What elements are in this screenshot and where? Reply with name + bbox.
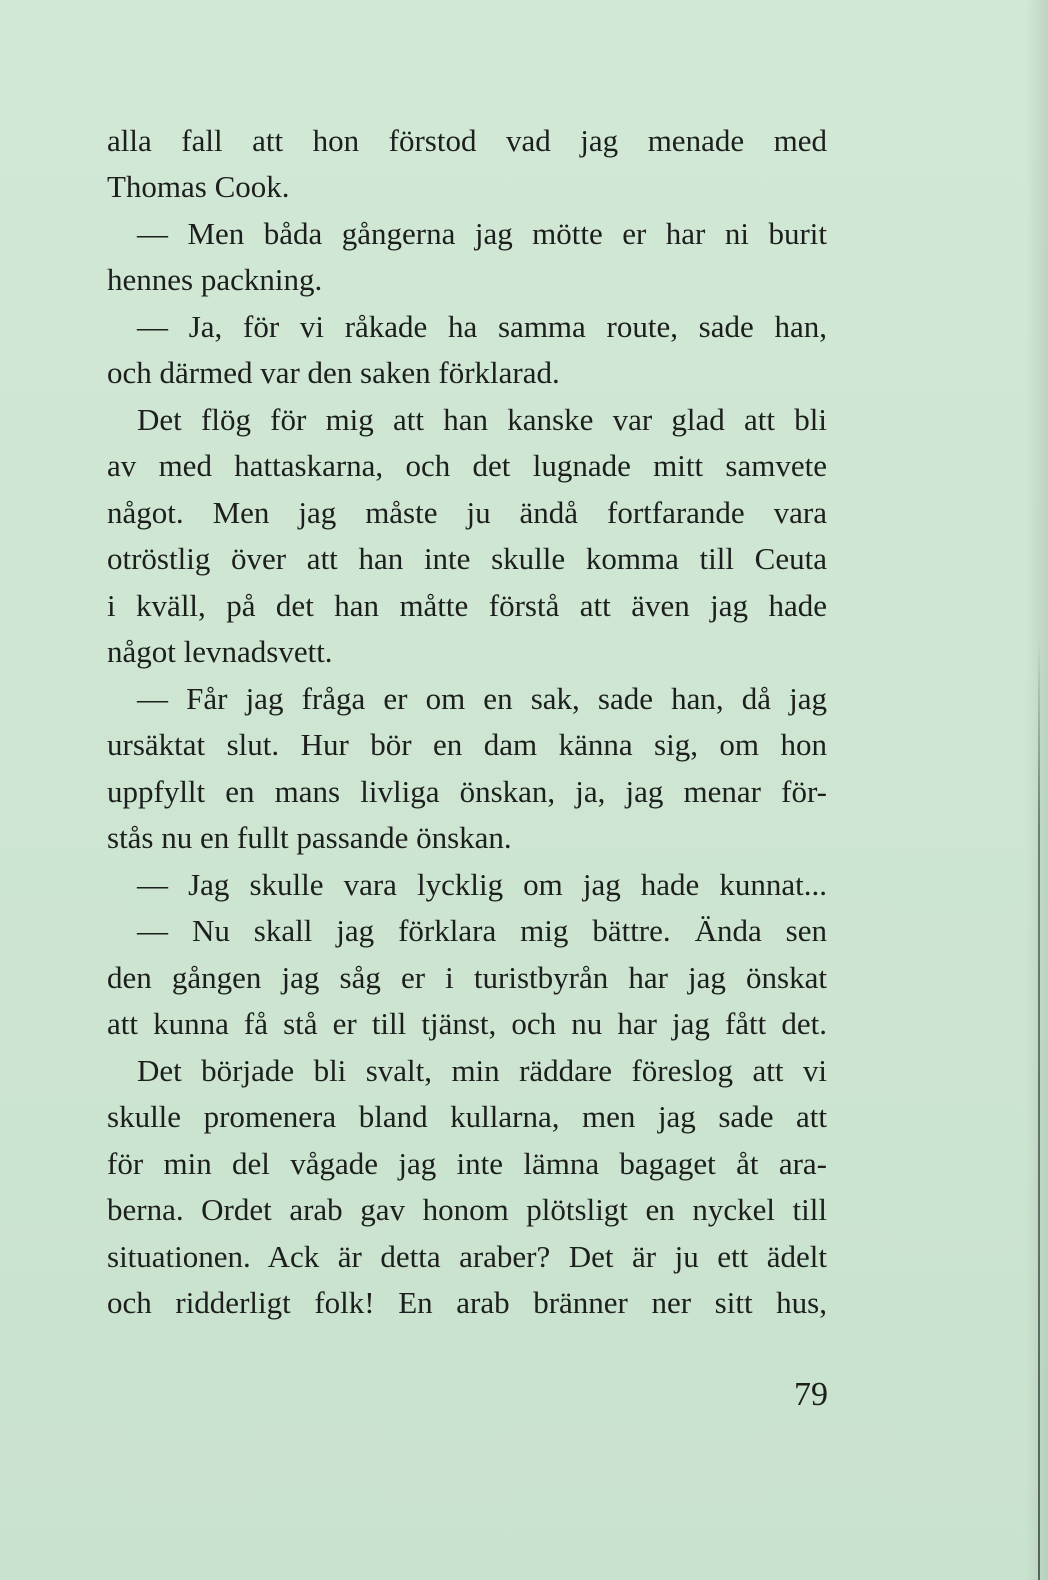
text-line: skulle promenera bland kullarna, men jag sade att <box>107 1099 827 1134</box>
text-line: i kväll, på det han måtte förstå att även jag hade <box>107 588 827 623</box>
text-line: Det flög för mig att han kanske var glad att bli <box>137 402 827 437</box>
text-line: alla fall att hon förstod vad jag menade med <box>107 123 827 158</box>
text-line: — Ja, för vi råkade ha samma route, sade han, <box>137 309 827 344</box>
text-line: och ridderligt folk! En arab bränner ner sitt hus, <box>107 1285 827 1320</box>
text-line: berna. Ordet arab gav honom plötsligt en nyckel till <box>107 1192 827 1227</box>
text-line: ursäktat slut. Hur bör en dam känna sig, om hon <box>107 727 827 762</box>
text-line: något. Men jag måste ju ändå fortfarande vara <box>107 495 827 530</box>
text-line: Thomas Cook. <box>107 169 290 204</box>
text-line: stås nu en fullt passande önskan. <box>107 820 512 855</box>
text-line: något levnadsvett. <box>107 634 333 669</box>
text-line: situationen. Ack är detta araber? Det är ju ett ädelt <box>107 1239 827 1274</box>
text-line: — Men båda gångerna jag mötte er har ni burit <box>137 216 827 251</box>
text-line: Det började bli svalt, min räddare föreslog att vi <box>137 1053 827 1088</box>
text-line: och därmed var den saken förklarad. <box>107 355 560 390</box>
page-edge-shadow <box>1026 0 1048 1580</box>
text-line: uppfyllt en mans livliga önskan, ja, jag menar för- <box>107 774 827 809</box>
text-line: att kunna få stå er till tjänst, och nu har jag fått det. <box>107 1006 827 1041</box>
text-line: — Jag skulle vara lycklig om jag hade kunnat... <box>137 867 827 902</box>
text-line: — Får jag fråga er om en sak, sade han, då jag <box>137 681 827 716</box>
page-edge-line <box>1038 640 1040 1580</box>
text-line: av med hattaskarna, och det lugnade mitt samvete <box>107 448 827 483</box>
text-line: — Nu skall jag förklara mig bättre. Ända sen <box>137 913 827 948</box>
text-line: hennes packning. <box>107 262 323 297</box>
text-line: den gången jag såg er i turistbyrån har jag önskat <box>107 960 827 995</box>
page-number: 79 <box>794 1376 828 1413</box>
text-line: för min del vågade jag inte lämna bagaget åt ara- <box>107 1146 827 1181</box>
text-line: otröstlig över att han inte skulle komma till Ceuta <box>107 541 827 576</box>
